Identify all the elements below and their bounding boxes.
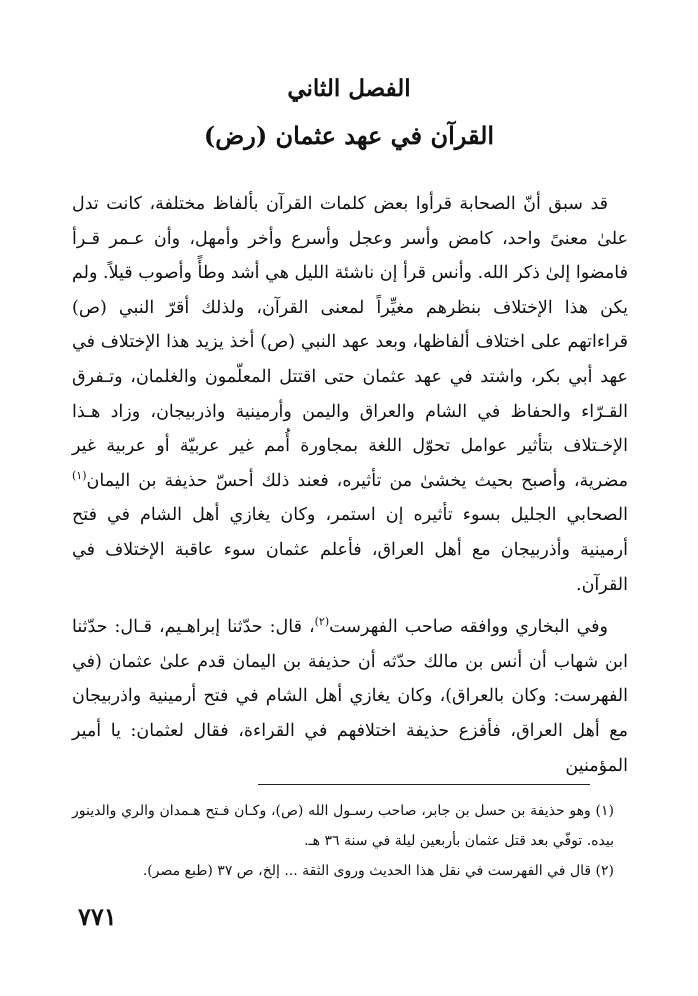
paragraph-1-text-end: الصحابي الجليل بسوء تأثيره إن استمر، وكان يغازي أهل الشام في فتح أرمينية وأذربيجان مع أهل العراق، فأعلم عثمان سوء عاقبة الإختلاف في القرآن.	[72, 505, 628, 595]
chapter-title: الفصل الثاني	[287, 75, 411, 102]
paragraph-2-text-end: ، قال: حدّثنا إبراهـيم، قـال: حدّثنا ابن شهاب أن أنس بن مالك حدّثه أن حذيفة بن اليمان قدم علىٰ عثمان (في الفهرست: وكان بالعراق)، وكان يغازي أهل الشام في فتح أرمينية واذربيجان مع أهل العراق، فأفزع حذيفة اختلافهم في القراءة، فقال لعثمان: يا أمير المؤمنين	[72, 617, 628, 776]
paragraph-1-text-start: قد سبق أنّ الصحابة قرأوا بعض كلمات القرآن بألفاظ مختلفة، كانت تدل علىٰ معنىً واحد، كامض وأسر وعجل وأسرع وأخر وأمهل، وأن عـمر قـرأ فامضوا إلىٰ ذكر الله. وأنس قرأ إن ناشئة الليل هي أشد وطأً وأصوب قيلاً. ولم يكن هذا الإختلاف بنظرهم مغيِّراً لمعنى القرآن، ولذلك أقرّ النبي (ص) قراءاتهم على اختلاف ألفاظها، وبعد عهد النبي (ص) أخذ يزيد هذا الإختلاف في عهد أبي بكر، واشتد في عهد عثمان حتى اقتتل المعلّمون والغلمان، وتـفرق القـرّاء والحفاظ في الشام والعراق واليمن وأرمينية واذربيجان، وزاد هـذا الإخـتلاف بتأثير عوامل تحوّل اللغة بمجاورة أُمم غير عربيّة أو عربية غير مضرية، وأصبح بحيث يخشىٰ من تأثيره، فعند ذلك أحسّ حذيفة بن اليمان	[72, 194, 628, 491]
footnote-ref-2: (٢)	[314, 615, 330, 629]
body-text	[72, 187, 628, 783]
paragraph-1	[72, 187, 628, 602]
chapter-subtitle: القرآن في عهد عثمان (رض)	[203, 121, 495, 150]
footnote-2: (٢) قال في الفهرست في نقل هذا الحديث وروى الثقة ... إلخ، ص ٣٧ (طبع مصر).	[142, 863, 614, 879]
paragraph-2-text-start: وفي البخاري ووافقه صاحب الفهرست	[329, 617, 608, 638]
footnotes	[72, 796, 628, 886]
footnote-ref-1: (١)	[72, 468, 87, 482]
footnote-separator	[258, 784, 590, 785]
paragraph-2	[72, 610, 628, 783]
footnote-1: (١) وهو حذيفة بن حسل بن جابر، صاحب رسـول الله (ص)، وكـان فـتح هـمدان والري والدينور بيده. توفّي بعد قتل عثمان بأربعين ليلة في سنة ٣٦ هـ.	[72, 803, 614, 849]
page-number: ٧٧١	[78, 902, 117, 931]
